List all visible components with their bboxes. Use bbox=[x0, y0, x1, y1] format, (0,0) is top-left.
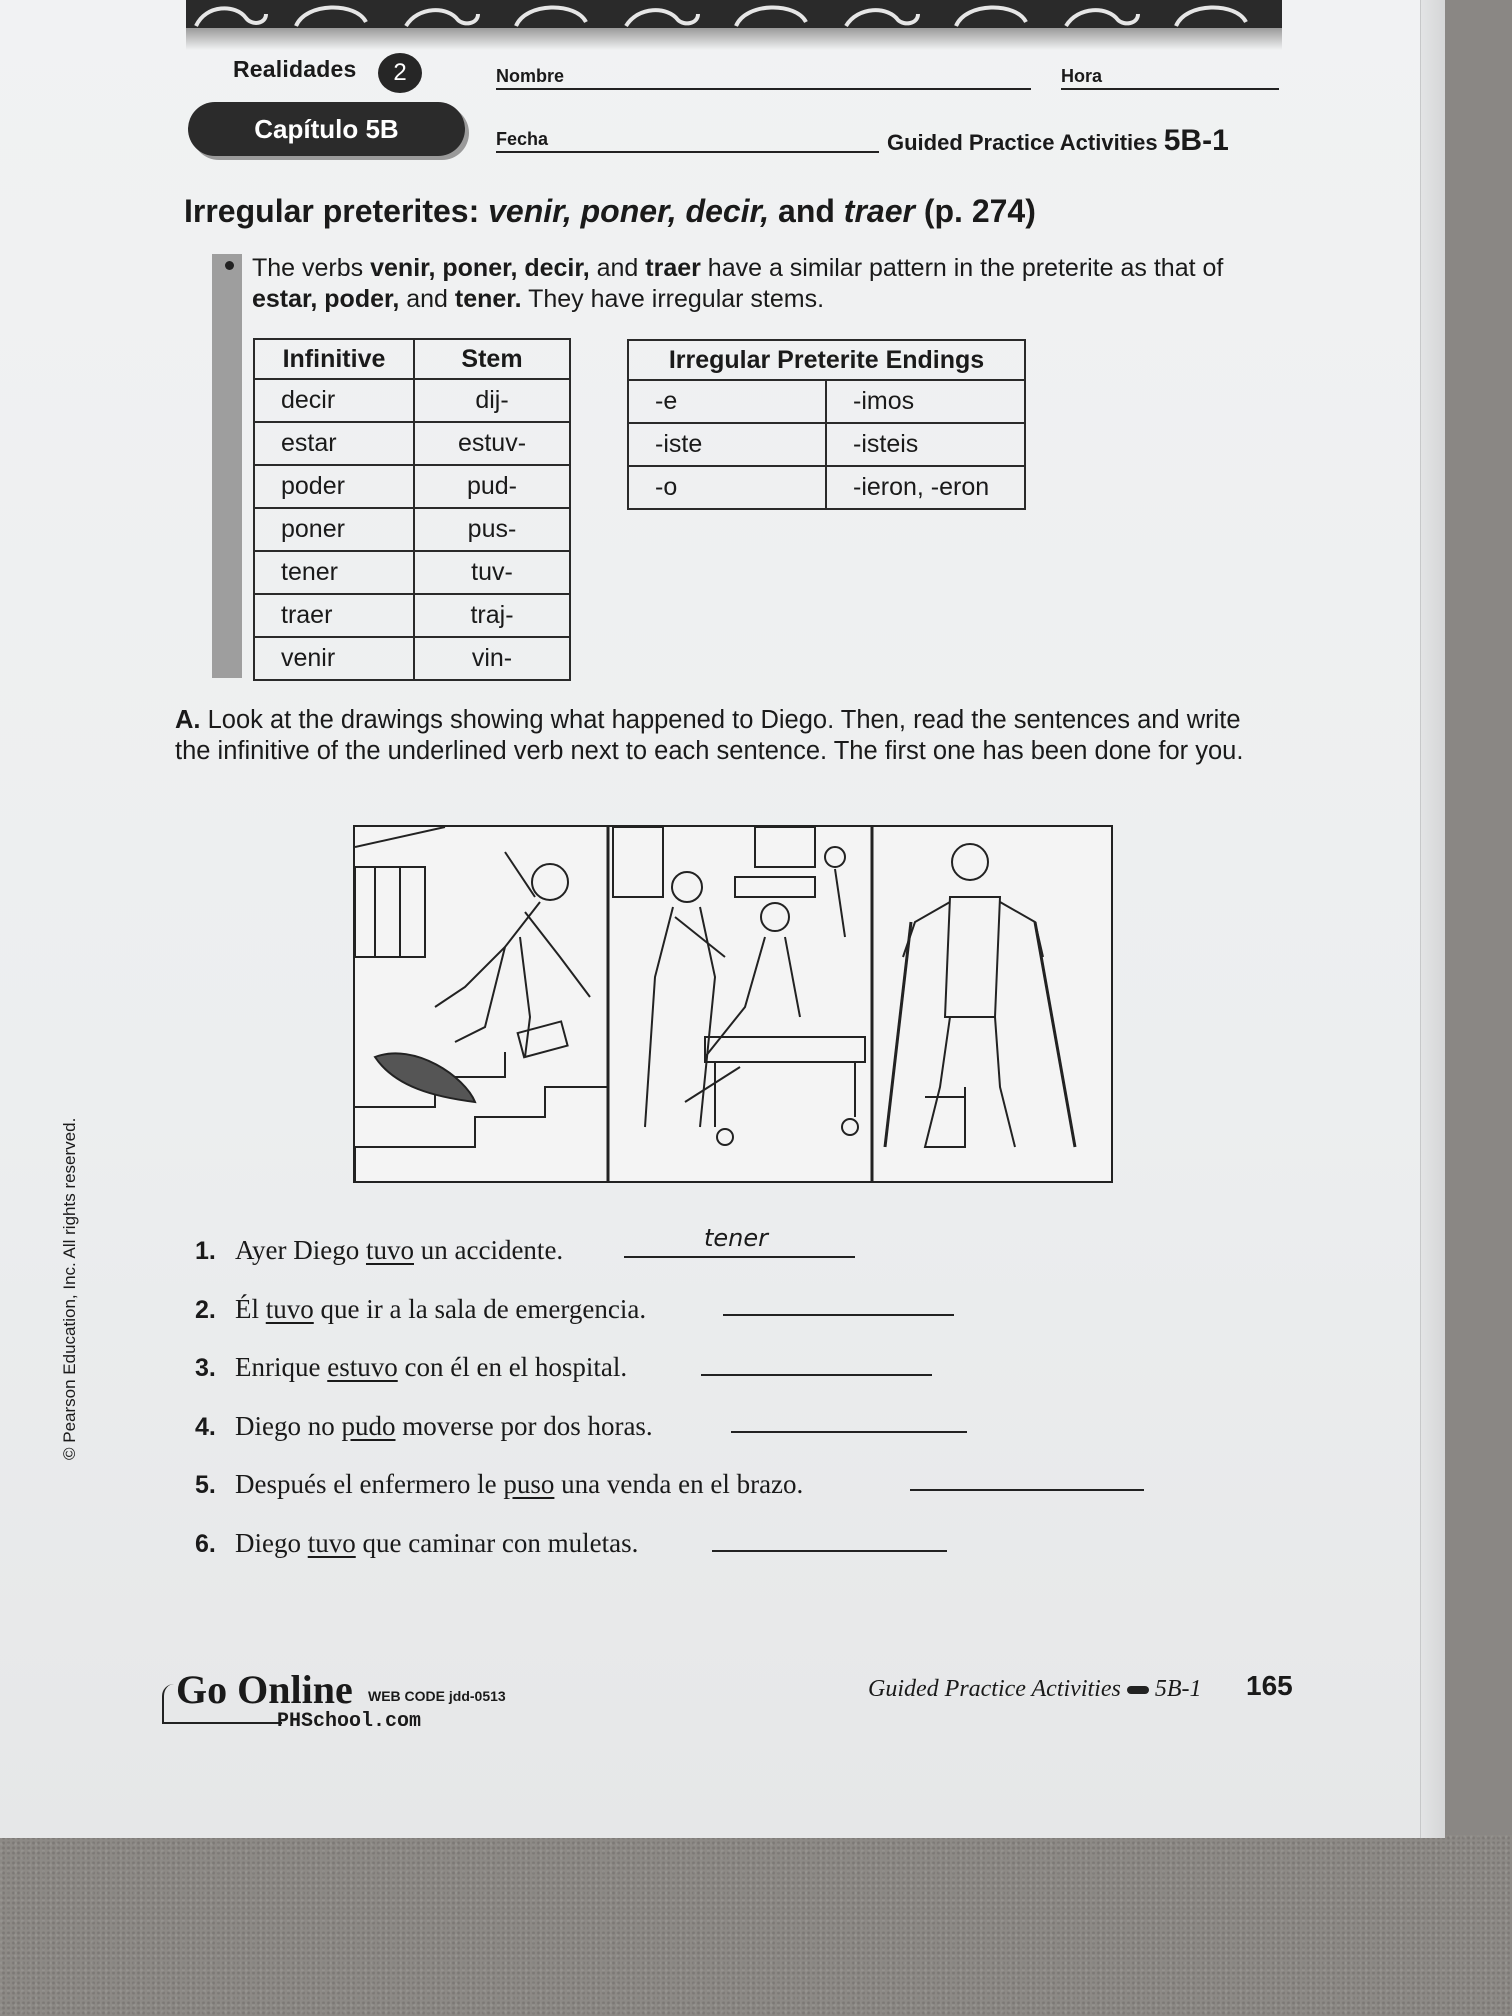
date-label: Fecha bbox=[496, 129, 549, 149]
answer-1: tener bbox=[704, 1224, 769, 1252]
panel-falling-illustration bbox=[355, 827, 608, 1181]
infinitive-cell: poder bbox=[254, 465, 414, 508]
answer-blank-1[interactable] bbox=[624, 1256, 855, 1258]
exercise-6: 6. Diego tuvo que caminar con muletas. bbox=[195, 1528, 639, 1558]
web-code: WEB CODE jdd-0513 bbox=[368, 1688, 506, 1704]
banner-shadow bbox=[186, 28, 1282, 50]
panel-hospital-illustration bbox=[613, 827, 865, 1145]
chapter-pill: Capítulo 5B bbox=[188, 102, 465, 156]
exercise-2: 2. Él tuvo que ir a la sala de emergencia. bbox=[195, 1294, 647, 1324]
table-row bbox=[628, 380, 1025, 423]
stem-table bbox=[253, 338, 571, 681]
hour-label: Hora bbox=[1061, 66, 1103, 86]
table-row bbox=[628, 423, 1025, 466]
underlined-verb: tuvo bbox=[307, 1528, 356, 1558]
go-online-text: Go Online bbox=[176, 1667, 353, 1712]
exercise-number: 3. bbox=[195, 1354, 216, 1382]
activity-title-text: Guided Practice Activities bbox=[887, 130, 1158, 155]
ending-cell: -o bbox=[628, 466, 826, 509]
carpet-background bbox=[0, 1835, 1512, 2016]
infinitive-cell: estar bbox=[254, 422, 414, 465]
table-row bbox=[254, 379, 570, 422]
infinitive-cell: traer bbox=[254, 594, 414, 637]
exercise-number: 2. bbox=[195, 1296, 216, 1324]
panel-crutches-illustration bbox=[885, 844, 1075, 1147]
stem-table-header-infinitive: Infinitive bbox=[254, 339, 414, 379]
table-row bbox=[254, 551, 570, 594]
exercise-number: 4. bbox=[195, 1413, 216, 1441]
heading-page-ref: (p. 274) bbox=[923, 193, 1036, 229]
heading-and: and bbox=[778, 193, 835, 229]
infinitive-cell: tener bbox=[254, 551, 414, 594]
heading-verb-venir: venir, bbox=[488, 193, 572, 229]
stem-cell: pus- bbox=[414, 508, 570, 551]
date-line[interactable] bbox=[496, 151, 879, 153]
infinitive-cell: poner bbox=[254, 508, 414, 551]
underlined-verb: puso bbox=[503, 1469, 555, 1499]
copyright-notice: © Pearson Education, Inc. All rights reserved. bbox=[60, 1117, 79, 1460]
exercise-1: 1. Ayer Diego tuvo un accidente. bbox=[195, 1235, 564, 1265]
activity-number: 5B-1 bbox=[1163, 124, 1229, 157]
heading-prefix: Irregular preterites: bbox=[184, 193, 489, 229]
ending-cell: -e bbox=[628, 380, 826, 423]
stem-cell: tuv- bbox=[414, 551, 570, 594]
stem-cell: traj- bbox=[414, 594, 570, 637]
infinitive-cell: venir bbox=[254, 637, 414, 680]
heading-verb-poner: poner, bbox=[580, 193, 677, 229]
diego-drawings bbox=[353, 825, 1113, 1183]
name-line[interactable] bbox=[496, 88, 1031, 90]
underlined-verb: tuvo bbox=[365, 1235, 414, 1265]
exercise-number: 5. bbox=[195, 1471, 216, 1499]
ending-cell: -iste bbox=[628, 423, 826, 466]
hour-line[interactable] bbox=[1061, 88, 1279, 90]
table-row bbox=[254, 594, 570, 637]
table-row bbox=[254, 422, 570, 465]
table-row bbox=[254, 465, 570, 508]
heading-verb-decir: decir, bbox=[685, 193, 770, 229]
answer-blank-3[interactable] bbox=[701, 1374, 932, 1376]
name-label: Nombre bbox=[496, 66, 565, 86]
endings-table bbox=[627, 339, 1026, 510]
ending-cell: -isteis bbox=[826, 423, 1025, 466]
table-row bbox=[254, 637, 570, 680]
grammar-sidebar-bar bbox=[212, 254, 242, 678]
grammar-intro: The verbs venir, poner, decir, and traer have a similar pattern in the preterite as that of estar, poder, and tener. They have irregular stems. bbox=[252, 254, 1224, 313]
answer-blank-2[interactable] bbox=[723, 1314, 954, 1316]
book-title: Realidades bbox=[233, 56, 357, 82]
endings-table-header: Irregular Preterite Endings bbox=[628, 340, 1025, 380]
answer-blank-5[interactable] bbox=[910, 1489, 1144, 1491]
page-number: 165 bbox=[1246, 1670, 1293, 1701]
answer-blank-6[interactable] bbox=[712, 1550, 947, 1552]
underlined-verb: estuvo bbox=[327, 1352, 398, 1382]
level-badge: 2 bbox=[378, 53, 422, 93]
underlined-verb: pudo bbox=[341, 1411, 396, 1441]
table-row bbox=[628, 466, 1025, 509]
exercise-number: 6. bbox=[195, 1530, 216, 1558]
answer-blank-4[interactable] bbox=[731, 1431, 967, 1433]
activity-title bbox=[887, 124, 1229, 158]
page-edge bbox=[1420, 0, 1445, 1838]
stem-table-header-stem: Stem bbox=[414, 339, 570, 379]
exercise-5: 5. Después el enfermero le puso una venda en el brazo. bbox=[195, 1469, 804, 1499]
heading-verb-traer: traer bbox=[843, 193, 915, 229]
exercise-number: 1. bbox=[195, 1237, 216, 1265]
ending-cell: -imos bbox=[826, 380, 1025, 423]
stem-cell: pud- bbox=[414, 465, 570, 508]
activity-letter: A. bbox=[175, 706, 201, 734]
footer-activity-code: 5B-1 bbox=[1154, 1676, 1202, 1702]
footer-activities-text: Guided Practice Activities bbox=[868, 1676, 1121, 1702]
website-link[interactable]: PHSchool.com bbox=[277, 1710, 422, 1733]
bullet-icon bbox=[225, 261, 234, 270]
footer-dash-icon bbox=[1127, 1686, 1149, 1694]
stem-cell: vin- bbox=[414, 637, 570, 680]
infinitive-cell: decir bbox=[254, 379, 414, 422]
stem-cell: dij- bbox=[414, 379, 570, 422]
exercise-3: 3. Enrique estuvo con él en el hospital. bbox=[195, 1352, 628, 1382]
activity-instructions-text: Look at the drawings showing what happened to Diego. Then, read the sentences and write the infinitive of the underlined verb next to each sentence. The first one has been done for you. bbox=[175, 706, 1244, 765]
underlined-verb: tuvo bbox=[265, 1294, 314, 1324]
exercise-4: 4. Diego no pudo moverse por dos horas. bbox=[195, 1411, 653, 1441]
stem-cell: estuv- bbox=[414, 422, 570, 465]
table-row bbox=[254, 508, 570, 551]
decorative-banner bbox=[186, 0, 1282, 28]
ending-cell: -ieron, -eron bbox=[826, 466, 1025, 509]
activity-instructions bbox=[175, 705, 1275, 767]
go-online-logo bbox=[162, 1664, 522, 1734]
footer-activity bbox=[868, 1676, 1201, 1703]
section-heading bbox=[184, 193, 1036, 230]
